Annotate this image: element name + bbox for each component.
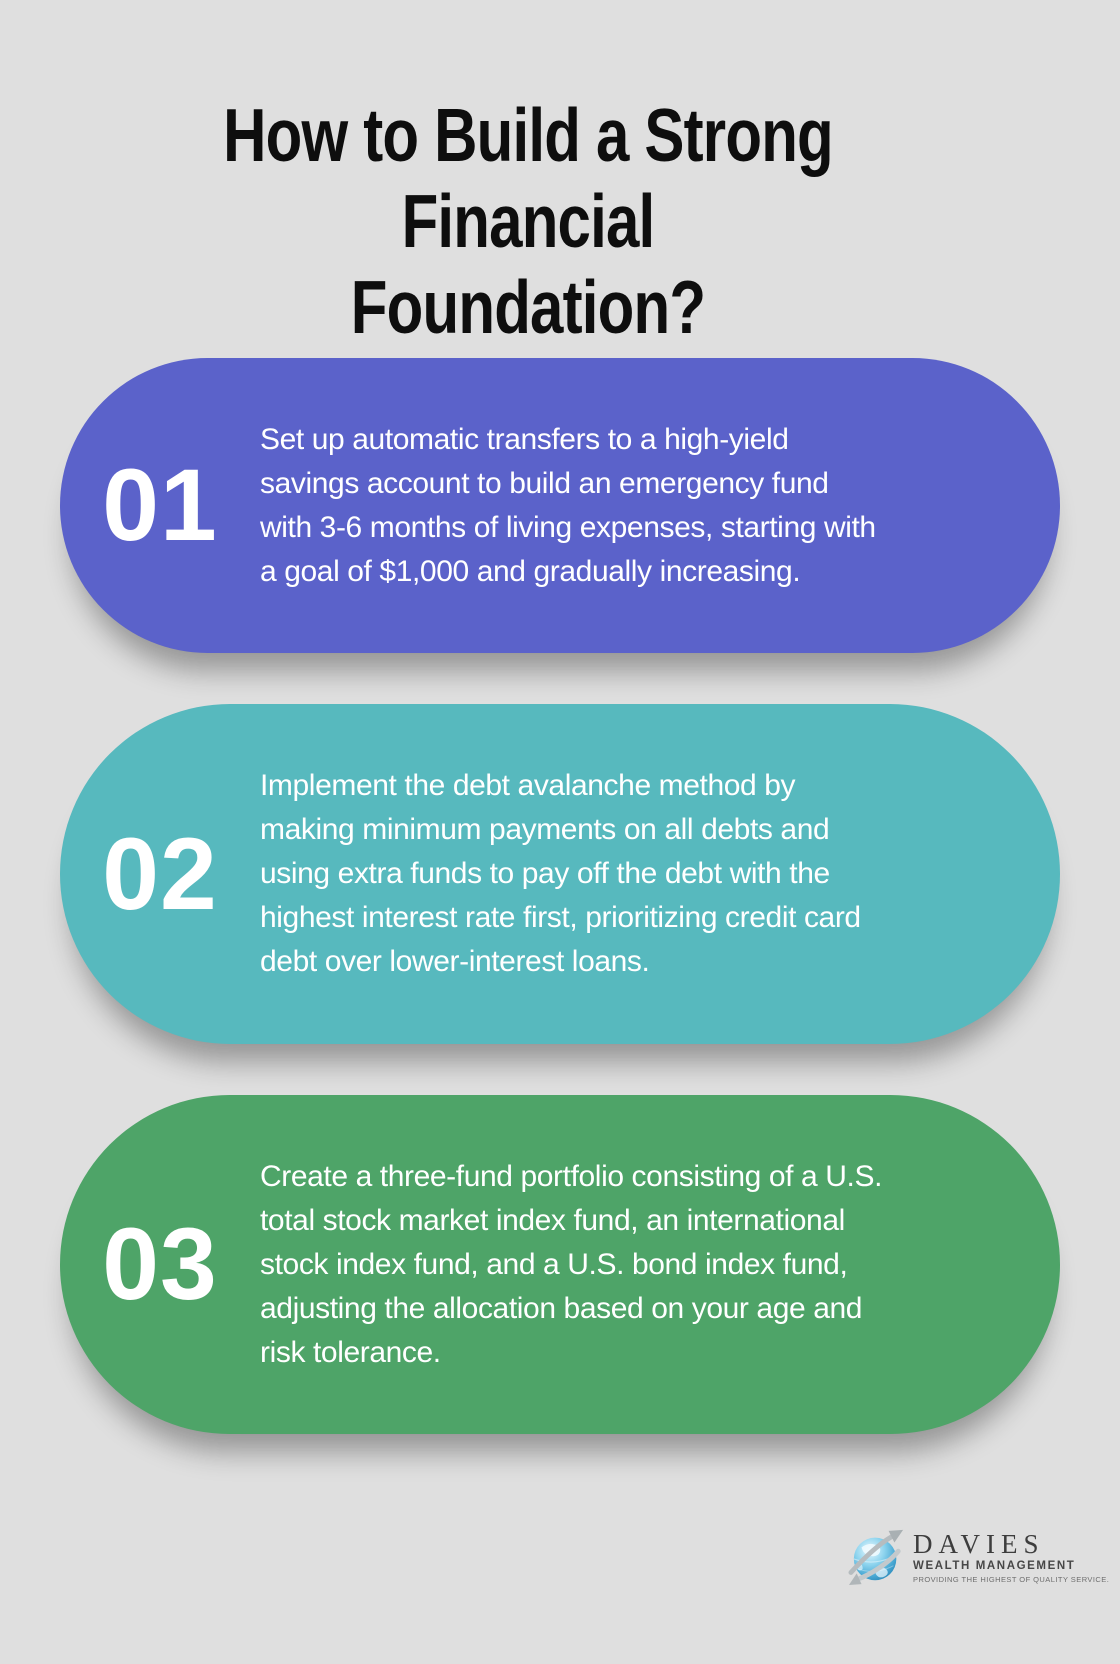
- step-text-1: [260, 418, 1060, 594]
- step-text-line: Set up automatic transfers to a high-yield: [260, 422, 789, 456]
- page-title-line-1: How to Build a Strong Financial: [223, 93, 833, 263]
- step-text-line: adjusting the allocation based on your age and: [260, 1291, 863, 1325]
- step-text-line: debt over lower-interest loans.: [260, 945, 650, 978]
- step-text-line: highest interest rate first, prioritizing credit card: [260, 901, 861, 934]
- step-text-2: [260, 764, 1060, 984]
- step-text-line: savings account to build an emergency fund: [260, 466, 829, 500]
- step-card-2: [60, 704, 1060, 1044]
- logo-tagline: PROVIDING THE HIGHEST OF QUALITY SERVICE.: [913, 1574, 1110, 1584]
- step-number-2: 02: [102, 816, 218, 931]
- page-title: [106, 92, 951, 350]
- step-text-line: stock index fund, and a U.S. bond index fund,: [260, 1247, 848, 1281]
- step-text-line: Create a three-fund portfolio consisting of a U.S.: [260, 1159, 883, 1193]
- page-title-line-2: Foundation?: [350, 265, 706, 349]
- logo-subtitle: WEALTH MANAGEMENT: [913, 1559, 1076, 1572]
- step-text-line: Implement the debt avalanche method by: [260, 769, 796, 802]
- globe-arrows-icon: [848, 1528, 906, 1586]
- step-text-line: risk tolerance.: [260, 1335, 441, 1369]
- step-text-line: a goal of $1,000 and gradually increasing.: [260, 554, 801, 588]
- logo-company-name: DAVIES: [913, 1528, 1045, 1559]
- step-text-3: [260, 1155, 1060, 1375]
- step-text-line: total stock market index fund, an international: [260, 1203, 845, 1237]
- company-logo: [848, 1528, 1109, 1586]
- step-number-1: 01: [102, 448, 218, 562]
- step-number-3: 03: [102, 1207, 218, 1321]
- logo-text-block: [913, 1528, 1110, 1584]
- step-text-line: making minimum payments on all debts and: [260, 813, 830, 846]
- step-text-line: using extra funds to pay off the debt with the: [260, 857, 830, 890]
- step-card-3: [60, 1095, 1060, 1434]
- step-card-1: [60, 358, 1060, 653]
- step-text-line: with 3-6 months of living expenses, starting with: [260, 510, 876, 544]
